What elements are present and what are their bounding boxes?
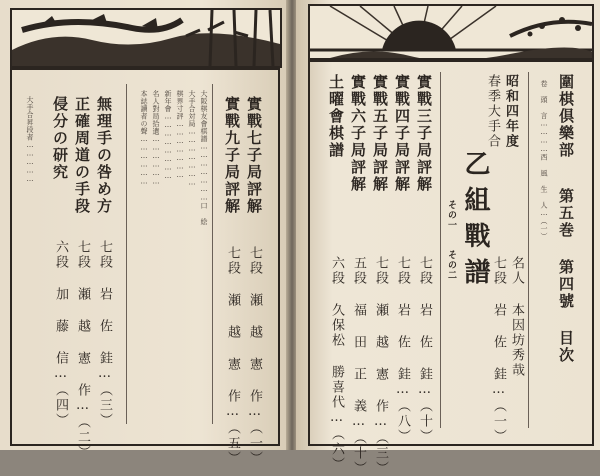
pine-bamboo-icon (12, 10, 280, 66)
toc-author-right-2: 七段 岩 佐 銈…（八） (395, 256, 410, 444)
toc-author-left-5: 六段 加 藤 信…（四） (53, 240, 68, 428)
small-item-7: 大手合昇段者…………… (26, 96, 34, 184)
right-page (296, 0, 600, 476)
tournament-label: 春季大手合 (485, 74, 500, 149)
sunrise-icon (310, 6, 592, 58)
toc-title-left-2: 實戰九子局評解 (223, 96, 241, 215)
volume-issue: 第五巻 第四號 目次 (557, 188, 575, 364)
toc-title-right-4: 實戰六子局評解 (349, 74, 367, 193)
magazine-name: 圍棋倶樂部 (557, 74, 575, 159)
part-two-label: その二 (446, 250, 456, 280)
toc-title-left-1: 實戰七子局評解 (245, 96, 263, 215)
divider (528, 72, 529, 428)
left-page (0, 0, 288, 466)
small-item-4: 新年會…………………… (164, 90, 172, 181)
small-item-1: 大阪棋友會棋譜…………………口 絵 (200, 90, 208, 226)
toc-author-right-3: 七段 瀬 越 憲 作…（三） (373, 256, 388, 476)
year-subtitle: 昭和四年度 (503, 74, 518, 149)
toc-title-right-1: 實戰三子局評解 (415, 74, 433, 193)
toc-title-left-3: 無理手の咎め方 (95, 96, 113, 215)
toc-author-left-4: 七段 瀬 越 憲 作…（二） (75, 240, 90, 460)
toc-title-right-3: 實戰五子局評解 (371, 74, 389, 193)
small-item-3: 棋界寸評………………… (176, 90, 184, 180)
toc-author-right-4: 五段 福 田 正 義…（十） (351, 256, 366, 476)
divider (212, 84, 213, 424)
toc-title-right-5: 土曜會棋譜 (327, 74, 345, 159)
small-item-5: 名人對局拾遺……………… (152, 90, 160, 186)
small-item-6: 本誌讀者の聲……………… (140, 90, 148, 186)
toc-title-left-5: 侵分の研究 (51, 96, 69, 181)
section-title: 乙組戰譜 (460, 150, 490, 294)
toc-title-left-4: 正確周道の手段 (73, 96, 91, 215)
toc-author-left-1: 七段 瀬 越 憲 作…（一） (247, 246, 262, 466)
toc-author-right-5: 六段 久保松 勝喜代…（六） (329, 256, 344, 472)
right-header-illustration (308, 4, 594, 60)
toc-author-left-3: 七段 岩 佐 銈…（三） (97, 240, 112, 428)
toc-title-right-2: 實戰四子局評解 (393, 74, 411, 193)
part-one-label: その一 (446, 200, 456, 230)
foreword-item: 卷 頭 言…………西 風 生 人…（一） (540, 80, 548, 240)
name-iwasa: 七段 岩 佐 銈…（一） (491, 256, 506, 444)
name-honinbo: 名人 本因坊秀哉 (509, 256, 524, 378)
left-header-illustration (10, 8, 282, 68)
divider (126, 84, 127, 424)
toc-author-left-2: 七段 瀬 越 憲 作…（五） (225, 246, 240, 466)
toc-author-right-1: 七段 岩 佐 銈…（十） (417, 256, 432, 444)
divider (440, 72, 441, 428)
small-item-2: 大手合対局………………… (188, 90, 196, 187)
